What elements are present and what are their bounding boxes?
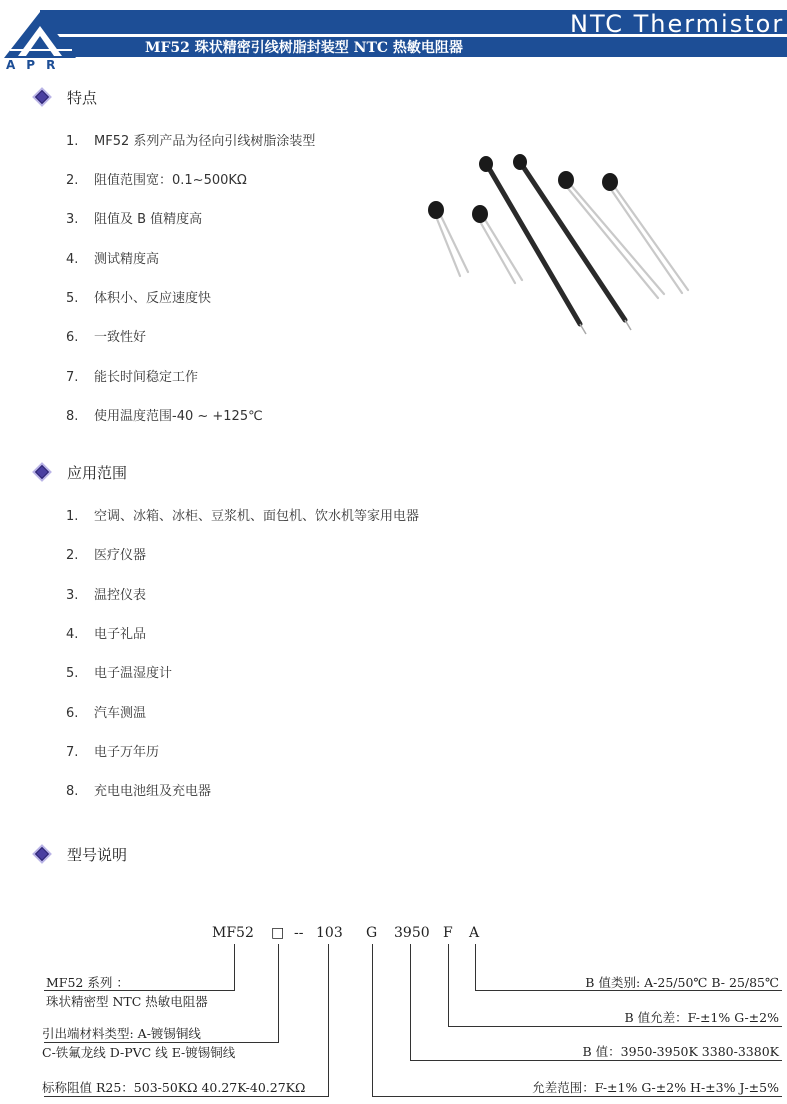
connector-line	[372, 1096, 782, 1097]
list-item: 7. 能长时间稳定工作	[66, 370, 199, 385]
note-bvalue: B 值：3950-3950K 3380-3380K	[582, 1044, 779, 1059]
connector-line	[372, 944, 373, 1096]
list-item: 5. 电子温湿度计	[66, 666, 173, 681]
note-tolerance: 允差范围：F-±1% G-±2% H-±3% J-±5%	[532, 1080, 779, 1095]
connector-line	[448, 944, 449, 1026]
model-heading-label: 型号说明	[67, 845, 128, 864]
connector-line	[278, 944, 279, 1042]
note-series-line1: MF52 系列 ：	[46, 975, 129, 990]
code-btol: F	[443, 925, 453, 941]
logo-text: APR	[6, 58, 67, 72]
model-heading	[34, 843, 127, 865]
list-item: 1. 空调、冰箱、冰柜、豆浆机、面包机、饮水机等家用电器	[66, 509, 420, 524]
connector-line	[44, 1096, 329, 1097]
note-series-line2: 珠状精密型 NTC 热敏电阻器	[46, 994, 208, 1009]
connector-line	[410, 1060, 782, 1061]
note-btol: B 值允差：F-±1% G-±2%	[624, 1010, 779, 1025]
code-tolerance: G	[366, 925, 378, 941]
note-lead-line1: 引出端材料类型: A-镀锡铜线	[42, 1026, 201, 1041]
header-subtitle: MF52 珠状精密引线树脂封装型 NTC 热敏电阻器	[145, 40, 463, 56]
header-title: NTC Thermistor	[570, 10, 785, 38]
note-btype: B 值类别: A-25/50℃ B- 25/85℃	[585, 975, 779, 990]
applications-heading	[34, 461, 127, 483]
list-item: 2. 阻值范围宽：0.1~500KΩ	[66, 173, 247, 188]
list-item: 3. 温控仪表	[66, 588, 147, 603]
applications-heading-label: 应用范围	[67, 463, 128, 482]
list-item: 1. MF52 系列产品为径向引线树脂涂装型	[66, 134, 316, 149]
connector-line	[410, 944, 411, 1060]
diamond-bullet-icon	[35, 847, 49, 861]
code-resistance: 103	[316, 925, 343, 941]
thermistor-photo	[420, 148, 700, 338]
diamond-bullet-icon	[35, 90, 49, 104]
list-item: 3. 阻值及 B 值精度高	[66, 212, 203, 227]
list-item: 6. 一致性好	[66, 330, 147, 345]
code-bvalue: 3950	[394, 925, 430, 941]
note-resistance: 标称阻值 R25：503-50KΩ 40.27K-40.27KΩ	[42, 1080, 306, 1095]
features-heading	[34, 86, 97, 108]
code-dash: --	[294, 925, 304, 941]
connector-line	[44, 1042, 279, 1043]
list-item: 4. 电子礼品	[66, 627, 147, 642]
diamond-bullet-icon	[35, 465, 49, 479]
features-heading-label: 特点	[67, 88, 98, 107]
connector-line	[475, 944, 476, 990]
apr-logo-icon	[2, 10, 78, 60]
code-btype: A	[469, 925, 480, 941]
connector-line	[328, 944, 329, 1096]
list-item: 8. 充电电池组及充电器	[66, 784, 212, 799]
list-item: 4. 测试精度高	[66, 252, 160, 267]
list-item: 6. 汽车测温	[66, 706, 147, 721]
list-item: 5. 体积小、反应速度快	[66, 291, 212, 306]
code-lead-box: □	[271, 925, 285, 941]
note-lead-line2: C-铁氟龙线 D-PVC 线 E-镀锡铜线	[42, 1045, 236, 1060]
list-item: 8. 使用温度范围-40 ~ +125℃	[66, 409, 263, 424]
connector-line	[448, 1026, 782, 1027]
list-item: 7. 电子万年历	[66, 745, 160, 760]
code-series: MF52	[212, 925, 254, 941]
connector-line	[234, 944, 235, 990]
list-item: 2. 医疗仪器	[66, 548, 147, 563]
